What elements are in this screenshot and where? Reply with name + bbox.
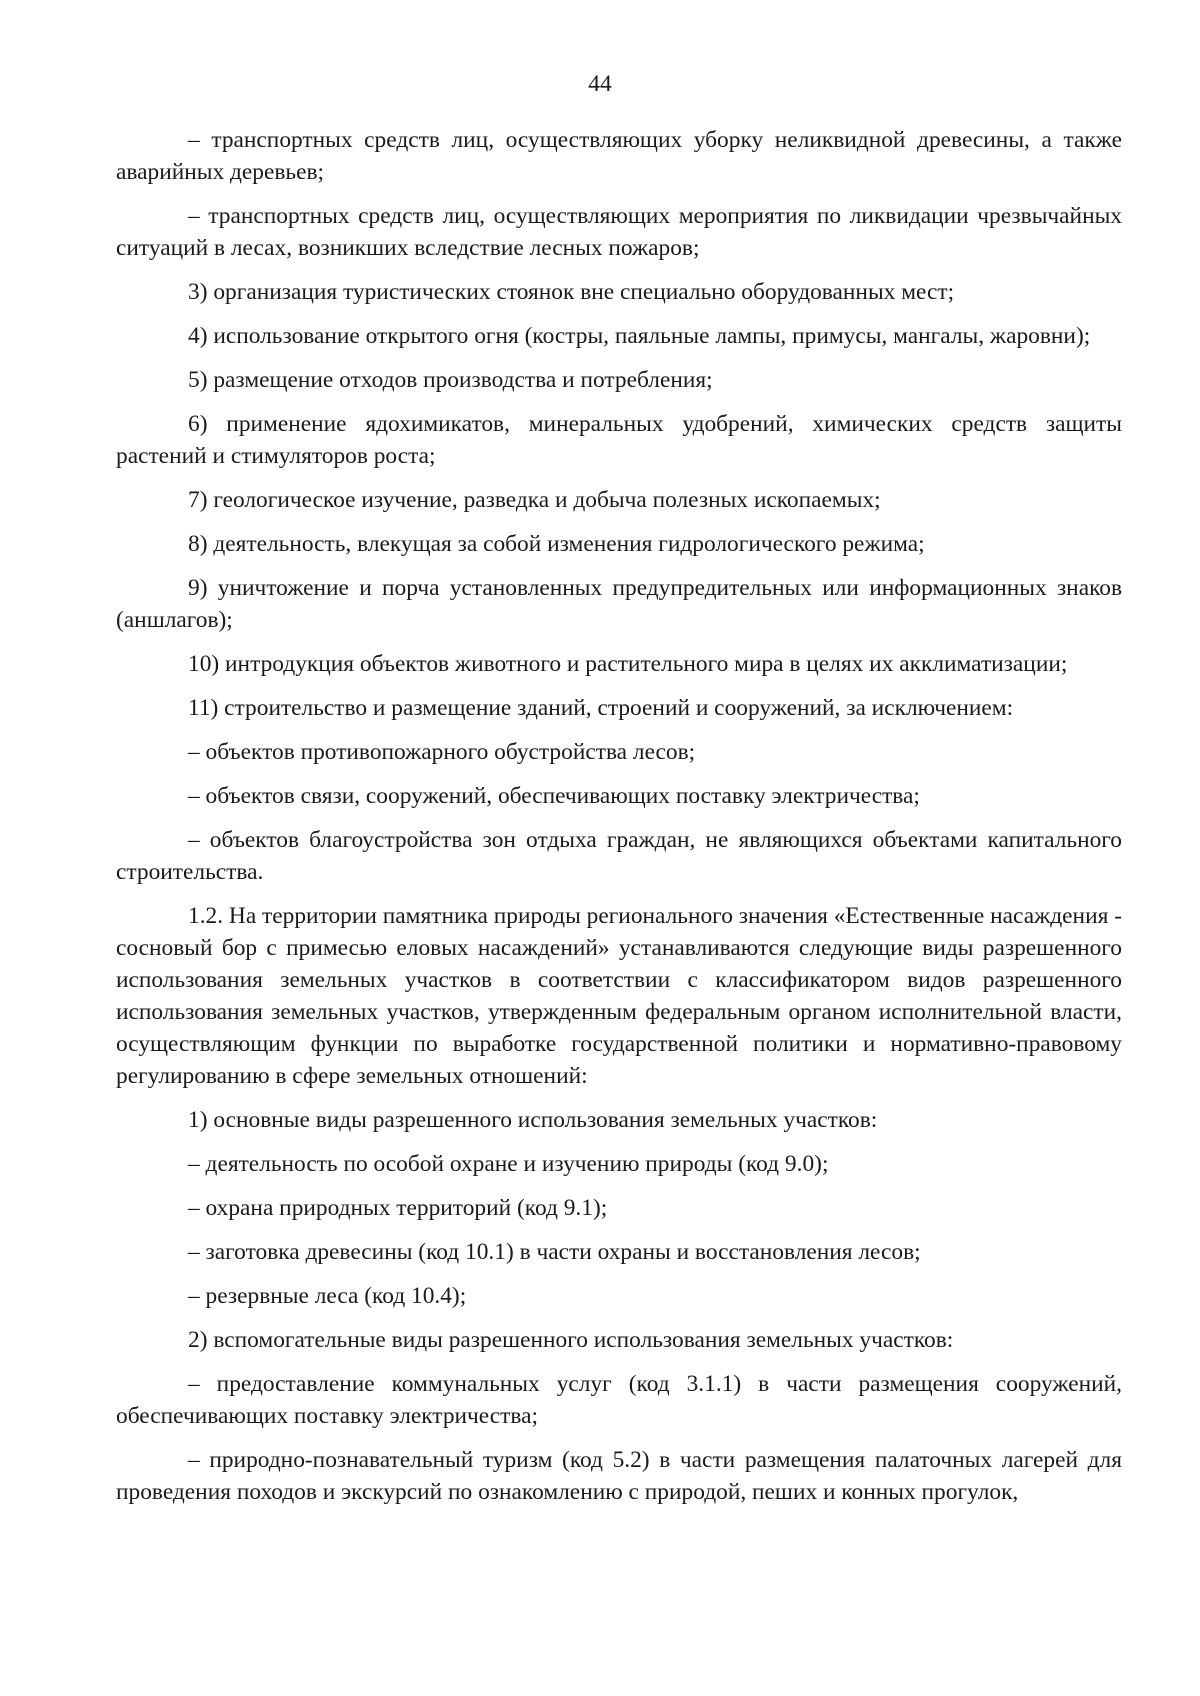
paragraph-item-3: 3) организация туристических стоянок вне специально оборудованных мест; — [188, 279, 955, 305]
page-number: 44 — [588, 71, 612, 97]
paragraph-transport-deadwood: – транспортных средств лиц, осуществляющих уборку неликвидной древесины, а также аварийных деревьев; — [116, 127, 1122, 185]
paragraph-code-10-1: – заготовка древесины (код 10.1) в части охраны и восстановления лесов; — [188, 1239, 921, 1265]
paragraph-code-9-1: – охрана природных территорий (код 9.1); — [188, 1195, 608, 1221]
paragraph-section-1-2: 1.2. На территории памятника природы регионального значения «Естественные насаждения - сосновый бор с примесью еловых насаждений» устанавливаются следующие виды разрешенного использования земельных участков в соответствии с классификатором видов разрешенного использования земельных участков, утвержденным федеральным органом исполнительной власти, осуществляющим функции по выработке государственной политики и нормативно-правовому регулированию в сфере земельных отношений: — [116, 903, 1122, 1089]
paragraph-item-9: 9) уничтожение и порча установленных предупредительных или информационных знаков (аншлагов); — [116, 575, 1122, 633]
paragraph-main-uses: 1) основные виды разрешенного использования земельных участков: — [188, 1107, 878, 1133]
paragraph-item-5: 5) размещение отходов производства и потребления; — [188, 367, 713, 393]
paragraph-item-6: 6) применение ядохимикатов, минеральных удобрений, химических средств защиты растений и стимуляторов роста; — [116, 411, 1122, 469]
document-body — [116, 124, 1122, 1520]
paragraph-item-10: 10) интродукция объектов животного и растительного мира в целях их акклиматизации; — [188, 651, 1068, 677]
paragraph-item-4: 4) использование открытого огня (костры, паяльные лампы, примусы, мангалы, жаровни); — [188, 323, 1091, 349]
paragraph-fire-facilities: – объектов противопожарного обустройства лесов; — [188, 739, 696, 765]
paragraph-code-9-0: – деятельность по особой охране и изучению природы (код 9.0); — [188, 1151, 829, 1177]
paragraph-code-5-2: – природно-познавательный туризм (код 5.2) в части размещения палаточных лагерей для проведения походов и экскурсий по ознакомлению с природой, пеших и конных прогулок, — [116, 1447, 1122, 1505]
paragraph-item-8: 8) деятельность, влекущая за собой изменения гидрологического режима; — [188, 531, 925, 557]
paragraph-code-3-1-1: – предоставление коммунальных услуг (код 3.1.1) в части размещения сооружений, обеспечивающих поставку электричества; — [116, 1371, 1122, 1429]
paragraph-communication-facilities: – объектов связи, сооружений, обеспечивающих поставку электричества; — [188, 783, 920, 809]
paragraph-code-10-4: – резервные леса (код 10.4); — [188, 1283, 467, 1309]
paragraph-transport-emergency: – транспортных средств лиц, осуществляющих мероприятия по ликвидации чрезвычайных ситуаций в лесах, возникших вследствие лесных пожаров; — [116, 203, 1122, 261]
paragraph-item-11: 11) строительство и размещение зданий, строений и сооружений, за исключением: — [188, 695, 1014, 721]
paragraph-recreation-facilities: – объектов благоустройства зон отдыха граждан, не являющихся объектами капитального строительства. — [116, 827, 1122, 885]
paragraph-item-7: 7) геологическое изучение, разведка и добыча полезных ископаемых; — [188, 487, 881, 513]
paragraph-auxiliary-uses: 2) вспомогательные виды разрешенного использования земельных участков: — [188, 1327, 954, 1353]
